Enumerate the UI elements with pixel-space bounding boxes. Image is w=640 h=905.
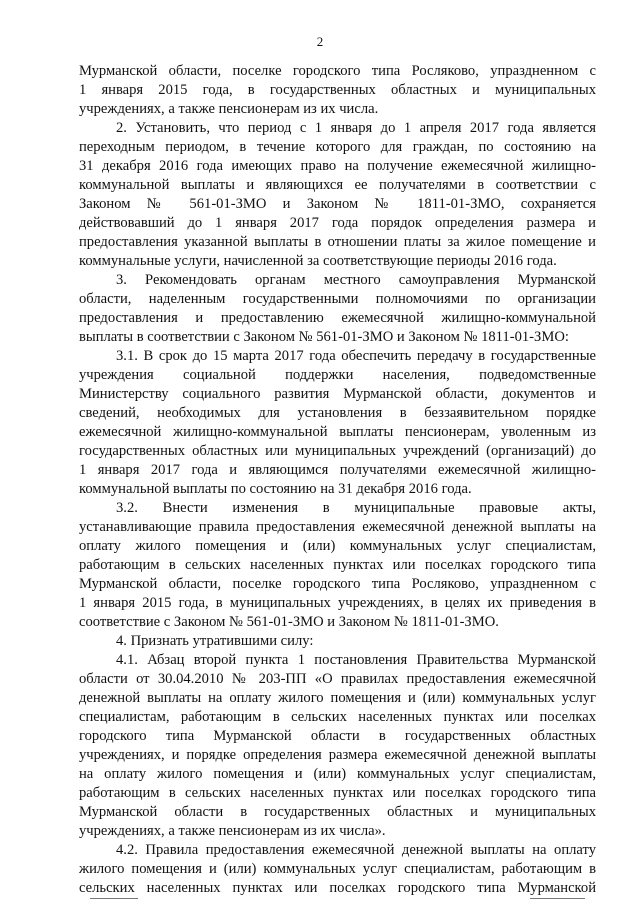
text-line: 1 января 2015 года, в государственных областных и муниципальных	[79, 82, 596, 98]
text-line: сведений, необходимых для установления в беззаявительном порядке	[79, 405, 596, 421]
text-line: 4.2. Правила предоставления ежемесячной денежной выплаты на оплату	[116, 842, 596, 858]
text-line: Министерству социального развития Мурманской области, документов и	[79, 386, 596, 402]
text-line: денежной выплаты на оплату жилого помещения и (или) коммунальных услуг	[79, 690, 596, 706]
text-line: 3.1. В срок до 15 марта 2017 года обеспечить передачу в государственные	[116, 348, 596, 364]
text-line: 3.2. Внести изменения в муниципальные правовые акты,	[116, 500, 596, 516]
text-line: предоставления указанной выплаты в отношении платы за жилое помещение и	[79, 234, 596, 250]
text-line: предоставления и предоставлению ежемесячной жилищно-коммунальной	[79, 310, 596, 326]
text-line: 1 января 2017 года и являющимся получателями ежемесячной жилищно-	[79, 462, 596, 478]
text-line: ежемесячной жилищно-коммунальной выплаты пенсионерам, уволенным из	[79, 424, 596, 440]
text-line: 2. Установить, что период с 1 января до 1 апреля 2017 года является	[116, 120, 596, 136]
text-line: Мурманской области в государственных областных и муниципальных	[79, 804, 596, 820]
text-line: 31 декабря 2016 года имеющих право на получение ежемесячной жилищно-	[79, 158, 596, 174]
page-number: 2	[316, 34, 324, 49]
text-line: учреждениях, а также пенсионерам из их числа».	[79, 823, 386, 839]
text-line: области, наделенным государственными полномочиями по организации	[79, 291, 596, 307]
text-line: 4.1. Абзац второй пункта 1 постановления Правительства Мурманской	[116, 652, 596, 668]
text-line: коммунальной выплаты и являющихся ее получателями в соответствии с	[79, 177, 596, 193]
text-line: коммунальные услуги, начисленной за соответствующие периоды 2016 года.	[79, 253, 557, 269]
text-line: учреждениях, и порядке определения размера ежемесячной денежной выплаты	[79, 747, 596, 763]
text-line: работающим в сельских населенных пунктах или поселках городского типа	[79, 785, 596, 801]
text-line: устанавливающие правила предоставления ежемесячной денежной выплаты на	[79, 519, 596, 535]
text-line: учреждениях, а также пенсионерам из их числа.	[79, 101, 379, 117]
text-line: жилого помещения и (или) коммунальных услуг специалистам, работающим в	[79, 861, 596, 877]
text-line: на оплату жилого помещения и (или) коммунальных услуг специалистам,	[79, 766, 596, 782]
text-line: государственных областных или муниципальных учреждений (организаций) до	[79, 443, 596, 459]
footer-rule-left	[90, 898, 138, 899]
text-line: сельских населенных пунктах или поселках городского типа Мурманской	[79, 880, 596, 896]
text-line: учреждения социальной поддержки населения, подведомственные	[79, 367, 596, 383]
text-line: работающим в сельских населенных пунктах или поселках городского типа	[79, 557, 596, 573]
text-line: оплату жилого помещения и (или) коммунальных услуг специалистам,	[79, 538, 596, 554]
text-line: Мурманской области, поселке городского типа Росляково, упраздненном с	[79, 63, 596, 79]
text-line: 1 января 2015 года, в муниципальных учреждениях, в целях их приведения в	[79, 595, 596, 611]
document-body-text	[79, 62, 596, 898]
text-line: Законом № 561-01-ЗМО и Законом № 1811-01-ЗМО, сохраняется	[79, 196, 596, 212]
text-line: переходным периодом, в течение которого для граждан, по состоянию на	[79, 139, 596, 155]
text-line: коммунальной выплаты по состоянию на 31 декабря 2016 года.	[79, 481, 472, 497]
text-line: 4. Признать утратившими силу:	[116, 633, 314, 649]
text-line: действовавший до 1 января 2017 года порядок определения размера и	[79, 215, 596, 231]
text-line: выплаты в соответствии с Законом № 561-01-ЗМО и Законом № 1811-01-ЗМО:	[79, 329, 569, 345]
text-line: области от 30.04.2010 № 203-ПП «О правилах предоставления ежемесячной	[79, 671, 596, 687]
footer-rule-right	[530, 898, 585, 899]
text-line: Мурманской области, поселке городского типа Росляково, упраздненном с	[79, 576, 596, 592]
text-line: городского типа Мурманской области в государственных областных	[79, 728, 596, 744]
text-line: специалистам, работающим в сельских населенных пунктах или поселках	[79, 709, 596, 725]
text-line: соответствие с Законом № 561-01-ЗМО и Законом № 1811-01-ЗМО.	[79, 614, 499, 630]
text-line: 3. Рекомендовать органам местного самоуправления Мурманской	[116, 272, 596, 288]
